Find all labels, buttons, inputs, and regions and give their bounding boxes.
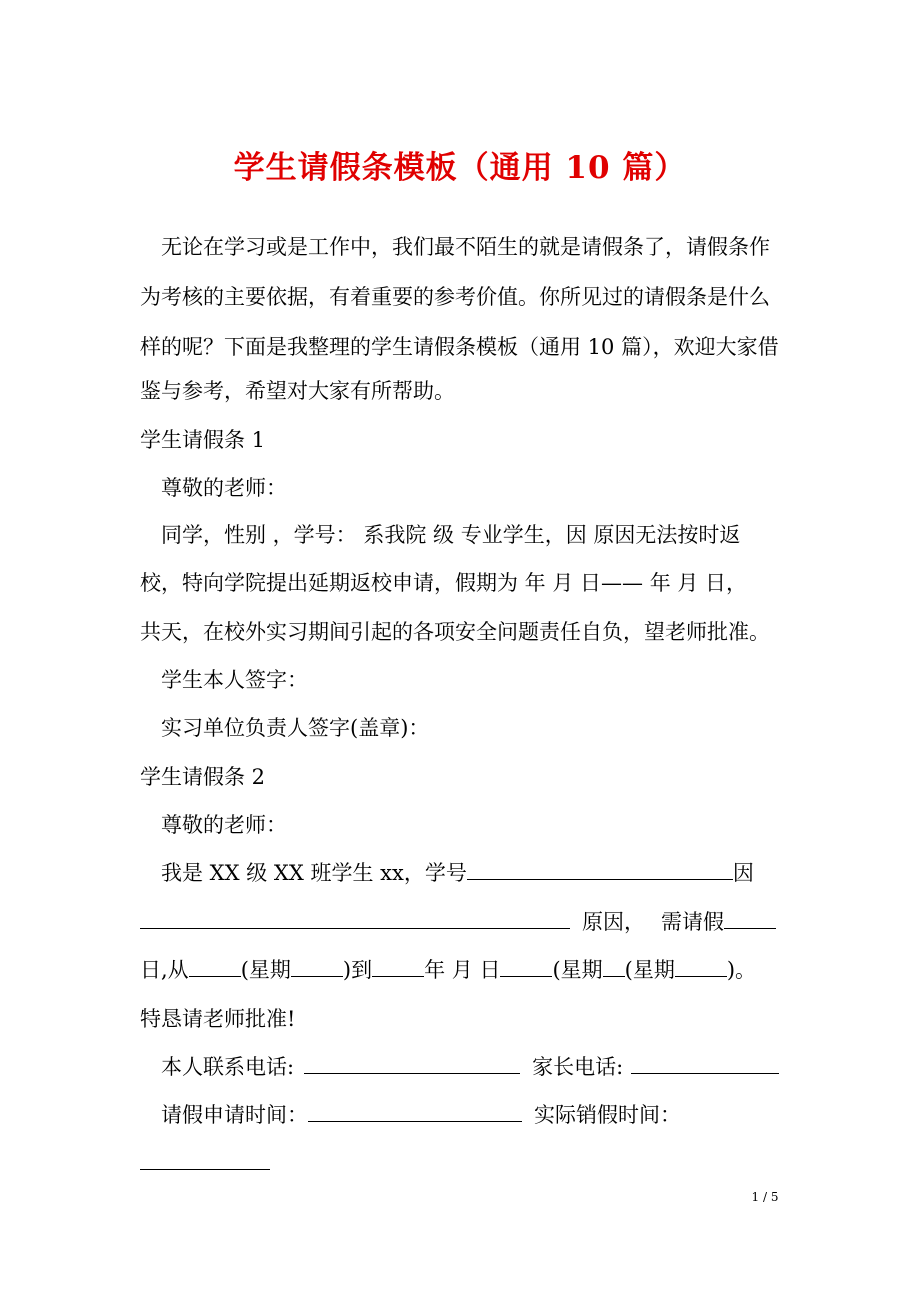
form-text: )。 bbox=[726, 958, 757, 982]
weekday-blank bbox=[675, 956, 727, 977]
form-line bbox=[140, 907, 800, 937]
form-text: 我是 XX 级 XX 班学生 xx，学号 bbox=[161, 861, 467, 885]
form-text: 因 bbox=[732, 861, 754, 885]
day-blank bbox=[603, 956, 625, 977]
form-text: 需请假 bbox=[661, 910, 724, 934]
weekday-blank bbox=[372, 956, 424, 977]
apply-time-label: 请假申请时间： bbox=[161, 1103, 308, 1127]
days-blank bbox=[724, 908, 776, 929]
apply-time-blank bbox=[308, 1101, 522, 1122]
salutation: 尊敬的老师： bbox=[161, 813, 287, 837]
section-heading: 学生请假条 1 bbox=[140, 428, 266, 452]
page-title: 学生请假条模板（通用 10 篇） bbox=[233, 150, 687, 186]
form-text: (星期 bbox=[624, 958, 675, 982]
form-line bbox=[140, 955, 800, 985]
form-text: 年 月 日 bbox=[424, 958, 501, 982]
page-number: 1 / 5 bbox=[751, 1190, 779, 1204]
body-line: 同学，性别 ，学号： 系我院 级 专业学生，因 原因无法按时返 bbox=[161, 523, 741, 547]
year-blank bbox=[189, 956, 241, 977]
contact-label: 本人联系电话: bbox=[161, 1055, 295, 1079]
body-line: 校，特向学院提出延期返校申请，假期为 年 月 日—— 年 月 日， bbox=[140, 571, 748, 595]
form-line: 特恳请老师批准! bbox=[140, 1007, 296, 1031]
section-heading: 学生请假条 2 bbox=[140, 765, 266, 789]
contact-phone-blank bbox=[304, 1053, 520, 1074]
reason-blank bbox=[140, 908, 570, 929]
intro-line: 为考核的主要依据，有着重要的参考价值。你所见过的请假条是什么 bbox=[140, 285, 770, 309]
parent-phone-blank bbox=[631, 1053, 779, 1074]
student-id-blank bbox=[467, 859, 733, 880]
form-line bbox=[140, 1148, 800, 1178]
form-line bbox=[161, 858, 801, 888]
intro-line: 鉴与参考，希望对大家有所帮助。 bbox=[140, 379, 455, 403]
form-line bbox=[161, 1052, 801, 1082]
form-text: 日,从 bbox=[140, 958, 189, 982]
day-blank bbox=[291, 956, 343, 977]
intro-line: 样的呢？下面是我整理的学生请假条模板（通用 10 篇），欢迎大家借 bbox=[140, 335, 779, 359]
salutation: 尊敬的老师： bbox=[161, 476, 287, 500]
student-signature-label: 学生本人签字： bbox=[161, 668, 308, 692]
intro-line: 无论在学习或是工作中，我们最不陌生的就是请假条了，请假条作 bbox=[161, 235, 770, 259]
body-line: 共天，在校外实习期间引起的各项安全问题责任自负，望老师批准。 bbox=[140, 620, 770, 644]
form-text: (星期 bbox=[552, 958, 603, 982]
form-text: )到 bbox=[342, 958, 373, 982]
year-blank bbox=[500, 956, 552, 977]
unit-signature-label: 实习单位负责人签字(盖章)： bbox=[161, 716, 430, 740]
actual-time-label: 实际销假时间： bbox=[534, 1103, 681, 1127]
form-text: (星期 bbox=[240, 958, 291, 982]
parent-phone-label: 家长电话: bbox=[532, 1055, 624, 1079]
form-text: 原因， bbox=[582, 910, 645, 934]
actual-time-blank bbox=[140, 1149, 270, 1170]
form-line bbox=[161, 1100, 801, 1130]
